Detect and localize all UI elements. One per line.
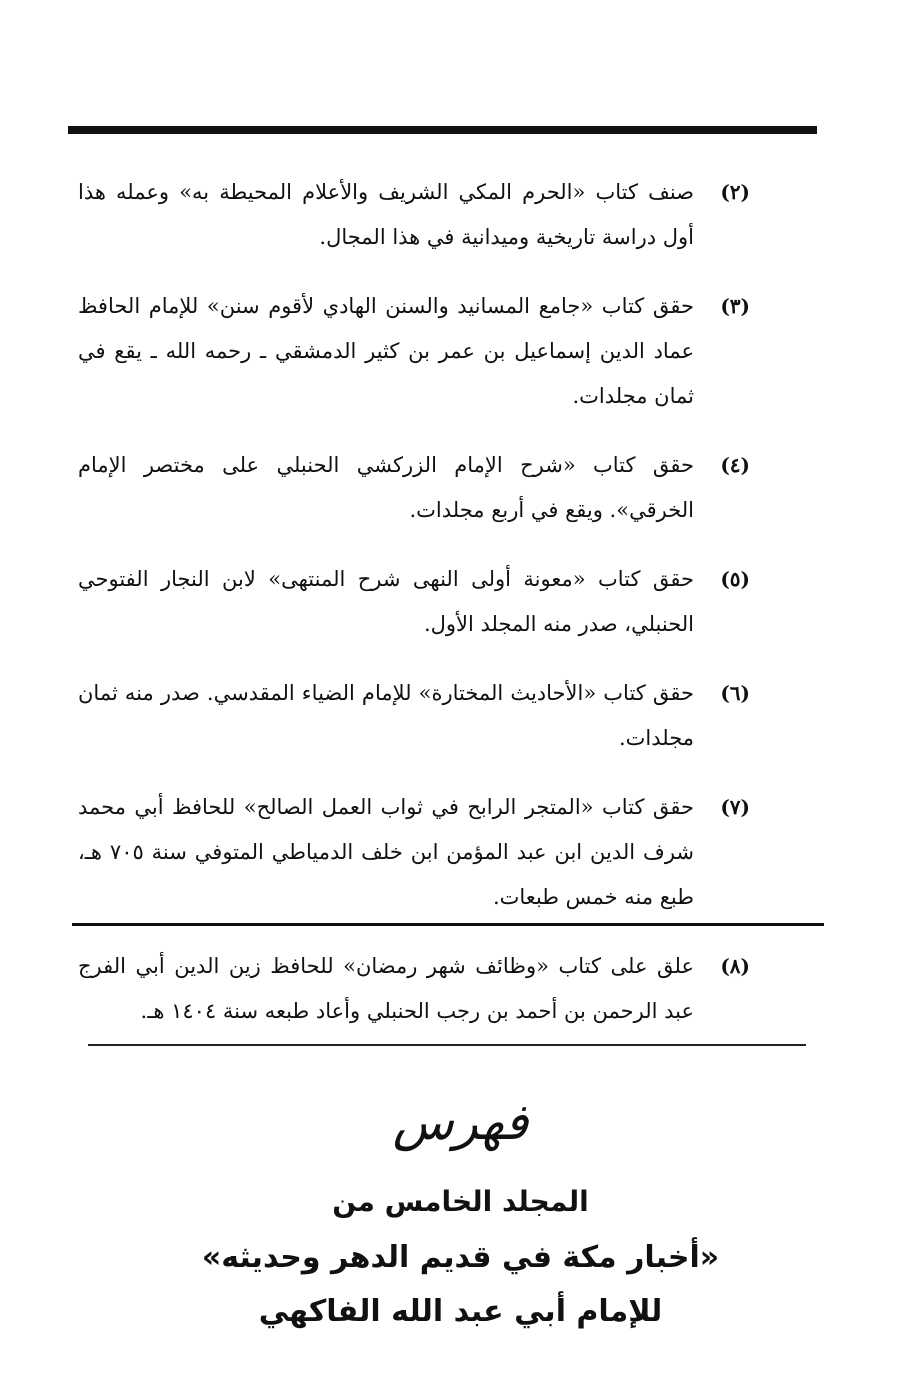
list-item — [78, 284, 750, 419]
list-item — [78, 170, 750, 260]
item-text: حقق كتاب «معونة أولى النهى شرح المنتهى» لابن النجار الفتوحي الحنبلي، صدر منه المجلد الأول. — [78, 567, 694, 636]
list-item — [78, 671, 750, 761]
item-text: حقق كتاب «المتجر الرابح في ثواب العمل الصالح» للحافظ أبي محمد شرف الدين ابن عبد المؤمن ابن خلف الدمياطي المتوفي سنة ٧٠٥ هـ، طبع منه خمس طبعات. — [78, 795, 694, 909]
index-heading: فهرس — [392, 1093, 529, 1151]
book-title: «أخبار مكة في قديم الدهر وحديثه» — [201, 1240, 720, 1275]
top-thick-rule — [68, 126, 817, 134]
item-number: (٢) — [720, 180, 750, 204]
item-number: (٤) — [720, 453, 750, 477]
list-item — [78, 557, 750, 647]
item-number: (٥) — [720, 567, 750, 591]
author-line: للإمام أبي عبد الله الفاكهي — [258, 1294, 663, 1329]
item-text: حقق كتاب «الأحاديث المختارة» للإمام الضياء المقدسي. صدر منه ثمان مجلدات. — [78, 681, 695, 750]
item-text: صنف كتاب «الحرم المكي الشريف والأعلام المحيطة به» وعمله هذا أول دراسة تاريخية وميدانية في هذا المجال. — [78, 180, 694, 249]
item-text: علق على كتاب «وظائف شهر رمضان» للحافظ زين الدين أبي الفرج عبد الرحمن بن أحمد بن رجب الحنبلي وأعاد طبعه سنة ١٤٠٤ هـ. — [78, 954, 694, 1023]
list-item — [78, 944, 750, 1034]
thin-divider-rule — [88, 1044, 806, 1046]
volume-line: المجلد الخامس من — [332, 1185, 589, 1218]
list-item — [78, 785, 750, 920]
item-text: حقق كتاب «جامع المسانيد والسنن الهادي لأقوم سنن» للإمام الحافظ عماد الدين إسماعيل بن عمر بن كثير الدمشقي ـ رحمه الله ـ يقع في ثمان مجلدات. — [78, 294, 694, 408]
item-number: (٨) — [720, 954, 750, 978]
section-divider-rule — [72, 923, 824, 926]
item-number: (٧) — [720, 795, 750, 819]
item-text: حقق كتاب «شرح الإمام الزركشي الحنبلي على مختصر الإمام الخرقي». ويقع في أربع مجلدات. — [78, 453, 694, 522]
list-item — [78, 443, 750, 533]
item-number: (٦) — [720, 681, 750, 705]
item-number: (٣) — [720, 294, 750, 318]
